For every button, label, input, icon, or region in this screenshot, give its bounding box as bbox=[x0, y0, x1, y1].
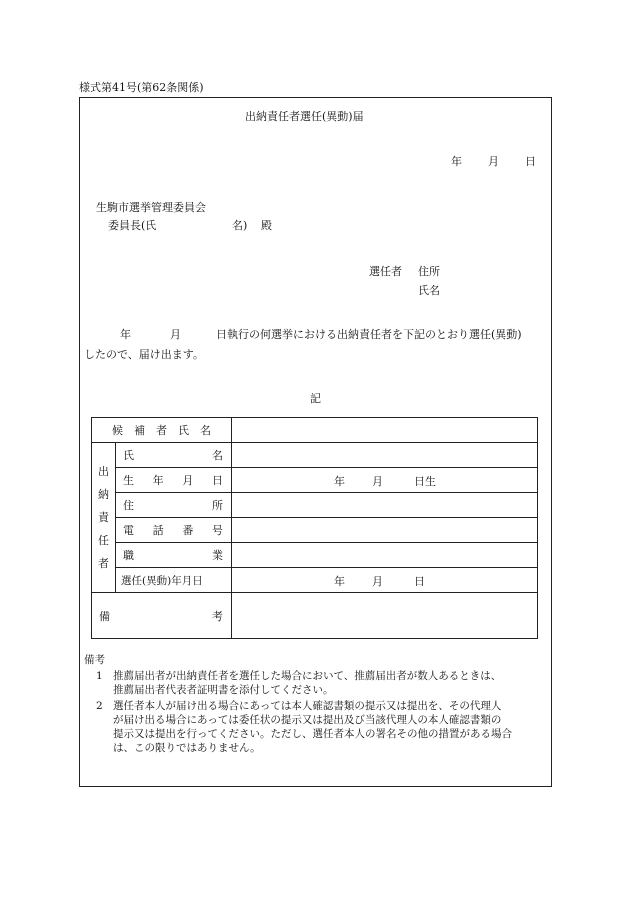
treasurer-address-label: 住 所 bbox=[116, 493, 232, 518]
note-2-number: 2 bbox=[96, 700, 103, 712]
form-number-label: 様式第41号(第62条関係) bbox=[79, 81, 204, 94]
note-1-line-2: 推薦届出者代表者証明書を添付してください。 bbox=[113, 684, 334, 696]
ki-label: 記 bbox=[310, 392, 321, 405]
note-2-line-1: 選任者本人が届け出る場合にあっては本人確認書類の提示又は提出を、その代理人 bbox=[113, 700, 502, 712]
addressee-chair-prefix: 委員長(氏 bbox=[108, 219, 157, 232]
notes-heading: 備考 bbox=[84, 654, 105, 666]
treasurer-job-label: 職 業 bbox=[116, 543, 232, 568]
treasurer-birth-label: 生 年 月 日 bbox=[116, 468, 232, 493]
appoint-date-label: 選任(異動)年月日 bbox=[116, 568, 232, 593]
treasurer-name-label: 氏 名 bbox=[116, 443, 232, 468]
treasurer-name-value bbox=[232, 443, 538, 468]
treasurer-job-value bbox=[232, 543, 538, 568]
addressee-honorific: 殿 bbox=[261, 219, 272, 232]
date-year-label: 年 bbox=[451, 155, 462, 168]
remarks-value bbox=[232, 593, 538, 639]
treasurer-phone-label: 電 話 番 号 bbox=[116, 518, 232, 543]
body-line-2: したので、届け出ます。 bbox=[84, 348, 204, 361]
treasurer-phone-value bbox=[232, 518, 538, 543]
treasurer-birth-value: 年 月 日生 bbox=[232, 468, 538, 493]
appointer-label: 選任者 bbox=[369, 265, 402, 278]
body-month: 月 bbox=[170, 328, 181, 341]
appointer-name-label: 氏名 bbox=[418, 284, 440, 297]
note-1-line-1: 推薦届出者が出納責任者を選任した場合において、推薦届出者が数人あるときは、 bbox=[113, 670, 502, 682]
candidate-name-value bbox=[232, 418, 538, 443]
treasurer-vertical-label: 出 納 責 任 者 bbox=[92, 443, 116, 593]
form-title: 出納責任者選任(異動)届 bbox=[245, 110, 364, 123]
date-month-label: 月 bbox=[488, 155, 499, 168]
remarks-label: 備 考 bbox=[92, 593, 232, 639]
body-line-1: 日執行の何選挙における出納責任者を下記のとおり選任(異動) bbox=[216, 328, 522, 341]
addressee-chair-suffix: 名) bbox=[232, 219, 248, 232]
date-day-label: 日 bbox=[525, 155, 536, 168]
candidate-name-label: 候 補 者 氏 名 bbox=[92, 418, 232, 443]
note-1-number: 1 bbox=[96, 670, 103, 682]
appointer-address-label: 住所 bbox=[418, 265, 440, 278]
body-year: 年 bbox=[120, 328, 131, 341]
note-2-line-2: が届け出る場合にあっては委任状の提示又は提出及び当該代理人の本人確認書類の bbox=[113, 714, 502, 726]
treasurer-address-value bbox=[232, 493, 538, 518]
note-2-line-4: は、この限りではありません。 bbox=[113, 742, 261, 754]
addressee-org: 生駒市選挙管理委員会 bbox=[96, 201, 206, 214]
treasurer-table bbox=[91, 417, 538, 639]
appoint-date-value: 年 月 日 bbox=[232, 568, 538, 593]
note-2-line-3: 提示又は提出を行ってください。ただし、選任者本人の署名その他の措置がある場合 bbox=[113, 728, 512, 740]
